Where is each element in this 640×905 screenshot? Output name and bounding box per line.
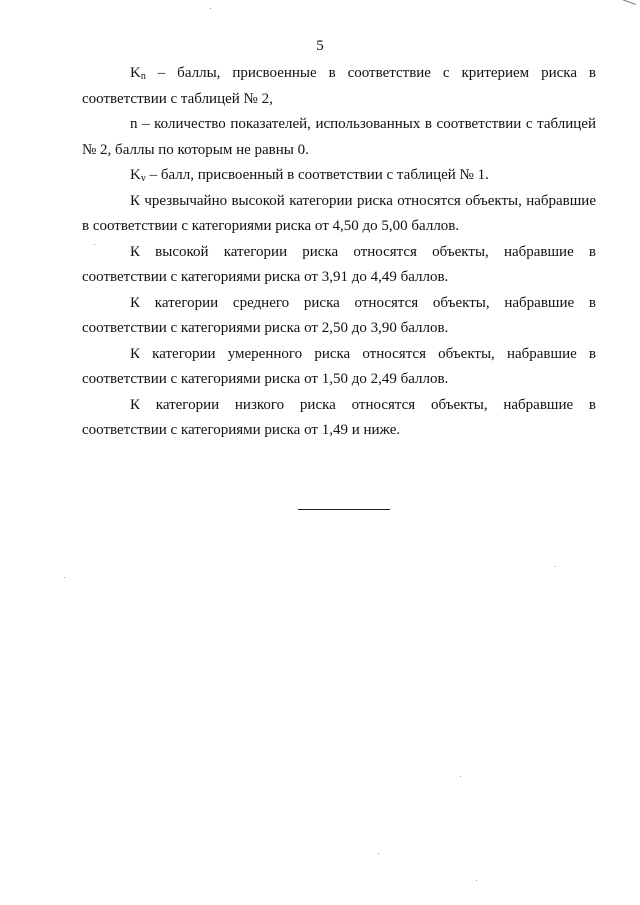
scan-speck (460, 776, 461, 777)
paragraph-n-definition: n – количество показателей, использованных в соответствии с таблицей № 2, баллы по которым не равны 0. (82, 116, 596, 158)
paragraph-low-risk: К категории низкого риска относятся объекты, набравшие в соответствии с категориями риска от 1,49 и ниже. (82, 396, 596, 438)
kv-symbol: K (130, 167, 141, 183)
kv-subscript: v (140, 173, 146, 184)
kn-definition-text: – баллы, присвоенные в соответствие с критерием риска в соответствии с таблицей № 2, (82, 65, 596, 107)
paragraph-extremely-high-risk: К чрезвычайно высокой категории риска относятся объекты, набравшие в соответствии с категориями риска от 4,50 до 5,00 баллов. (82, 192, 596, 234)
end-of-document-rule (298, 509, 390, 510)
paragraph-medium-risk: К категории среднего риска относятся объекты, набравшие в соответствии с категориями риска от 2,50 до 3,90 баллов. (82, 294, 596, 336)
scan-corner-mark (621, 0, 636, 5)
paragraph-kv-definition (82, 163, 596, 189)
document-body (82, 61, 596, 444)
scan-speck (476, 880, 477, 881)
paragraph-kn-definition (82, 61, 596, 112)
scan-speck (94, 244, 95, 245)
scan-speck (555, 566, 556, 567)
kv-definition-text: – балл, присвоенный в соответствии с таблицей № 1. (145, 167, 489, 183)
scan-speck (210, 8, 211, 9)
scan-speck (64, 577, 65, 578)
kn-symbol: K (130, 65, 141, 81)
kn-subscript: n (140, 71, 146, 82)
paragraph-high-risk: К высокой категории риска относятся объекты, набравшие в соответствии с категориями риска от 3,91 до 4,49 баллов. (82, 243, 596, 285)
page-number: 5 (316, 38, 324, 54)
paragraph-moderate-risk: К категории умеренного риска относятся объекты, набравшие в соответствии с категориями риска от 1,50 до 2,49 баллов. (82, 345, 596, 387)
scan-speck (378, 853, 379, 854)
